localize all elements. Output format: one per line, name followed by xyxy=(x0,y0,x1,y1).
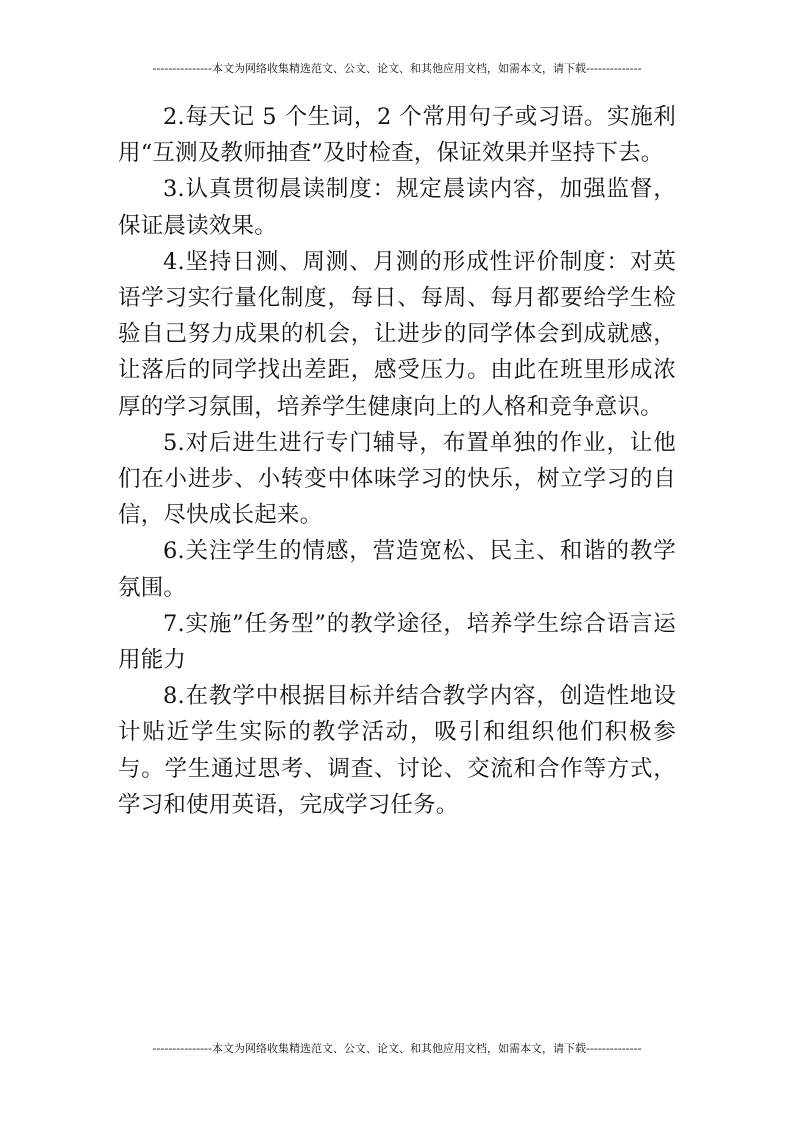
paragraph-item-6: 6.关注学生的情感，营造宽松、民主、和谐的教学氛围。 xyxy=(118,538,676,601)
paragraph-item-3: 3.认真贯彻晨读制度：规定晨读内容，加强监督，保证晨读效果。 xyxy=(118,176,676,239)
paragraph-item-7: 7.实施”任务型”的教学途径，培养学生综合语言运用能力 xyxy=(118,610,676,674)
document-body xyxy=(118,99,676,823)
paragraph-item-8: 8.在教学中根据目标并结合教学内容，创造性地设计贴近学生实际的教学活动，吸引和组织他们积极参与。学生通过思考、调查、讨论、交流和合作等方式，学习和使用英语，完成学习任务。 xyxy=(118,683,676,818)
paragraph-item-4: 4.坚持日测、周测、月测的形成性评价制度：对英语学习实行量化制度，每日、每周、每月都要给学生检验自己努力成果的机会，让进步的同学体会到成就感，让落后的同学找出差距，感受压力。由此在班里形成浓厚的学习氛围，培养学生健康向上的人格和竞争意识。 xyxy=(118,248,676,420)
page-footer-notice: ---------------本文为网络收集精选范文、公文、论文、和其他应用文档，如需本文，请下载-------------- xyxy=(152,1042,642,1055)
paragraph-item-2: 2.每天记 5 个生词，2 个常用句子或习语。实施利用“互测及教师抽查”及时检查，保证效果并坚持下去。 xyxy=(118,104,676,167)
page-header-notice: ---------------本文为网络收集精选范文、公文、论文、和其他应用文档，如需本文，请下载-------------- xyxy=(152,62,642,75)
paragraph-item-5: 5.对后进生进行专门辅导，布置单独的作业，让他们在小进步、小转变中体味学习的快乐，树立学习的自信，尽快成长起来。 xyxy=(118,429,676,529)
